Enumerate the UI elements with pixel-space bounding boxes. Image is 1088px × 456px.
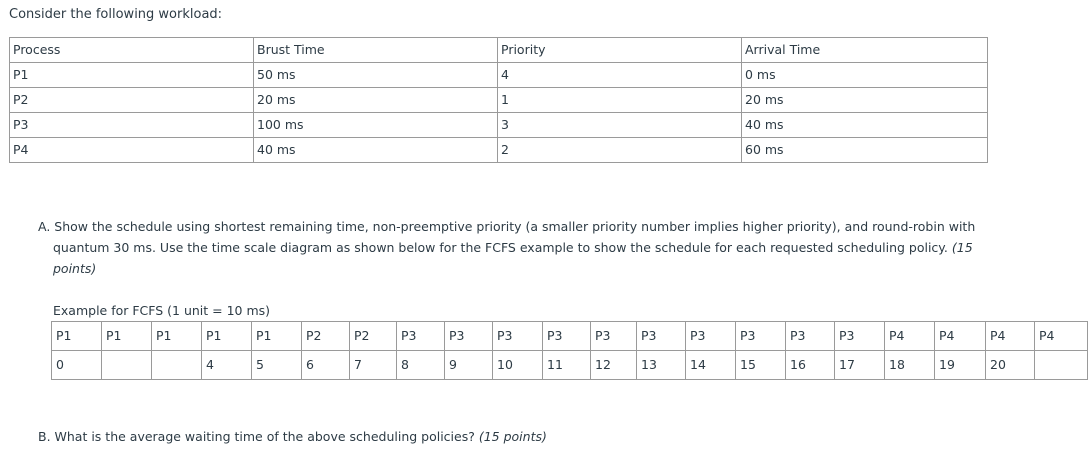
question-a-text: A. Show the schedule using shortest remaining time, non-preemptive priority (a smaller priority number implies higher priority), and round-robin with quantum 30 ms. Use the time scale diagram as shown below for the FCFS example to show the schedule for each requested scheduling policy.	[38, 219, 976, 255]
workload-header-cell: Brust Time	[254, 38, 498, 63]
workload-cell: 0 ms	[742, 63, 988, 88]
fcfs-time-cell: 17	[835, 351, 885, 380]
workload-row	[10, 63, 988, 88]
question-b-text: B. What is the average waiting time of the above scheduling policies?	[38, 429, 479, 444]
fcfs-process-cell: P3	[786, 322, 835, 351]
fcfs-process-cell: P3	[686, 322, 736, 351]
question-b-points: (15 points)	[478, 429, 547, 444]
workload-cell: P1	[10, 63, 254, 88]
fcfs-process-cell: P3	[445, 322, 493, 351]
workload-header-cell: Priority	[498, 38, 742, 63]
fcfs-time-cell: 5	[252, 351, 302, 380]
workload-cell: 1	[498, 88, 742, 113]
fcfs-time-cell	[102, 351, 152, 380]
fcfs-process-row	[52, 322, 1088, 351]
intro-text: Consider the following workload:	[9, 7, 223, 22]
example-label: Example for FCFS (1 unit = 10 ms)	[53, 303, 271, 318]
workload-cell: 3	[498, 113, 742, 138]
workload-header-cell: Process	[10, 38, 254, 63]
fcfs-time-cell: 7	[350, 351, 397, 380]
workload-cell: 50 ms	[254, 63, 498, 88]
fcfs-time-cell: 20	[986, 351, 1035, 380]
fcfs-process-cell: P1	[202, 322, 252, 351]
fcfs-process-cell: P1	[52, 322, 102, 351]
fcfs-time-cell: 11	[543, 351, 591, 380]
question-a	[38, 216, 993, 279]
workload-cell: 60 ms	[742, 138, 988, 163]
fcfs-time-cell: 13	[637, 351, 686, 380]
fcfs-process-cell: P2	[302, 322, 350, 351]
fcfs-time-cell	[1035, 351, 1088, 380]
fcfs-process-cell: P1	[102, 322, 152, 351]
fcfs-process-cell: P3	[591, 322, 637, 351]
workload-row	[10, 138, 988, 163]
workload-cell: 100 ms	[254, 113, 498, 138]
fcfs-time-cell: 16	[786, 351, 835, 380]
fcfs-process-cell: P3	[637, 322, 686, 351]
workload-cell: 20 ms	[254, 88, 498, 113]
fcfs-time-cell: 14	[686, 351, 736, 380]
workload-row	[10, 88, 988, 113]
fcfs-time-cell: 15	[736, 351, 786, 380]
fcfs-time-cell: 18	[885, 351, 935, 380]
fcfs-time-cell: 10	[493, 351, 543, 380]
fcfs-time-cell: 4	[202, 351, 252, 380]
workload-header-cell: Arrival Time	[742, 38, 988, 63]
fcfs-process-cell: P2	[350, 322, 397, 351]
fcfs-process-cell: P3	[493, 322, 543, 351]
fcfs-time-cell: 9	[445, 351, 493, 380]
fcfs-process-cell: P3	[543, 322, 591, 351]
fcfs-process-cell: P1	[252, 322, 302, 351]
fcfs-time-row	[52, 351, 1088, 380]
workload-cell: 40 ms	[742, 113, 988, 138]
fcfs-time-cell	[152, 351, 202, 380]
question-a-points: (15 points)	[53, 240, 973, 276]
fcfs-time-cell: 0	[52, 351, 102, 380]
workload-cell: P4	[10, 138, 254, 163]
workload-cell: 2	[498, 138, 742, 163]
fcfs-process-cell: P4	[935, 322, 986, 351]
workload-cell: 40 ms	[254, 138, 498, 163]
workload-row	[10, 113, 988, 138]
fcfs-time-cell: 6	[302, 351, 350, 380]
fcfs-time-cell: 8	[397, 351, 445, 380]
workload-table	[9, 37, 988, 163]
workload-cell: 4	[498, 63, 742, 88]
fcfs-process-cell: P4	[885, 322, 935, 351]
fcfs-process-cell: P4	[1035, 322, 1088, 351]
fcfs-time-cell: 12	[591, 351, 637, 380]
fcfs-timescale-table	[51, 321, 1088, 380]
fcfs-process-cell: P3	[397, 322, 445, 351]
workload-header-row	[10, 38, 988, 63]
fcfs-process-cell: P1	[152, 322, 202, 351]
workload-cell: 20 ms	[742, 88, 988, 113]
fcfs-process-cell: P3	[835, 322, 885, 351]
workload-cell: P2	[10, 88, 254, 113]
fcfs-process-cell: P3	[736, 322, 786, 351]
fcfs-time-cell: 19	[935, 351, 986, 380]
workload-cell: P3	[10, 113, 254, 138]
question-b	[38, 429, 547, 444]
fcfs-process-cell: P4	[986, 322, 1035, 351]
